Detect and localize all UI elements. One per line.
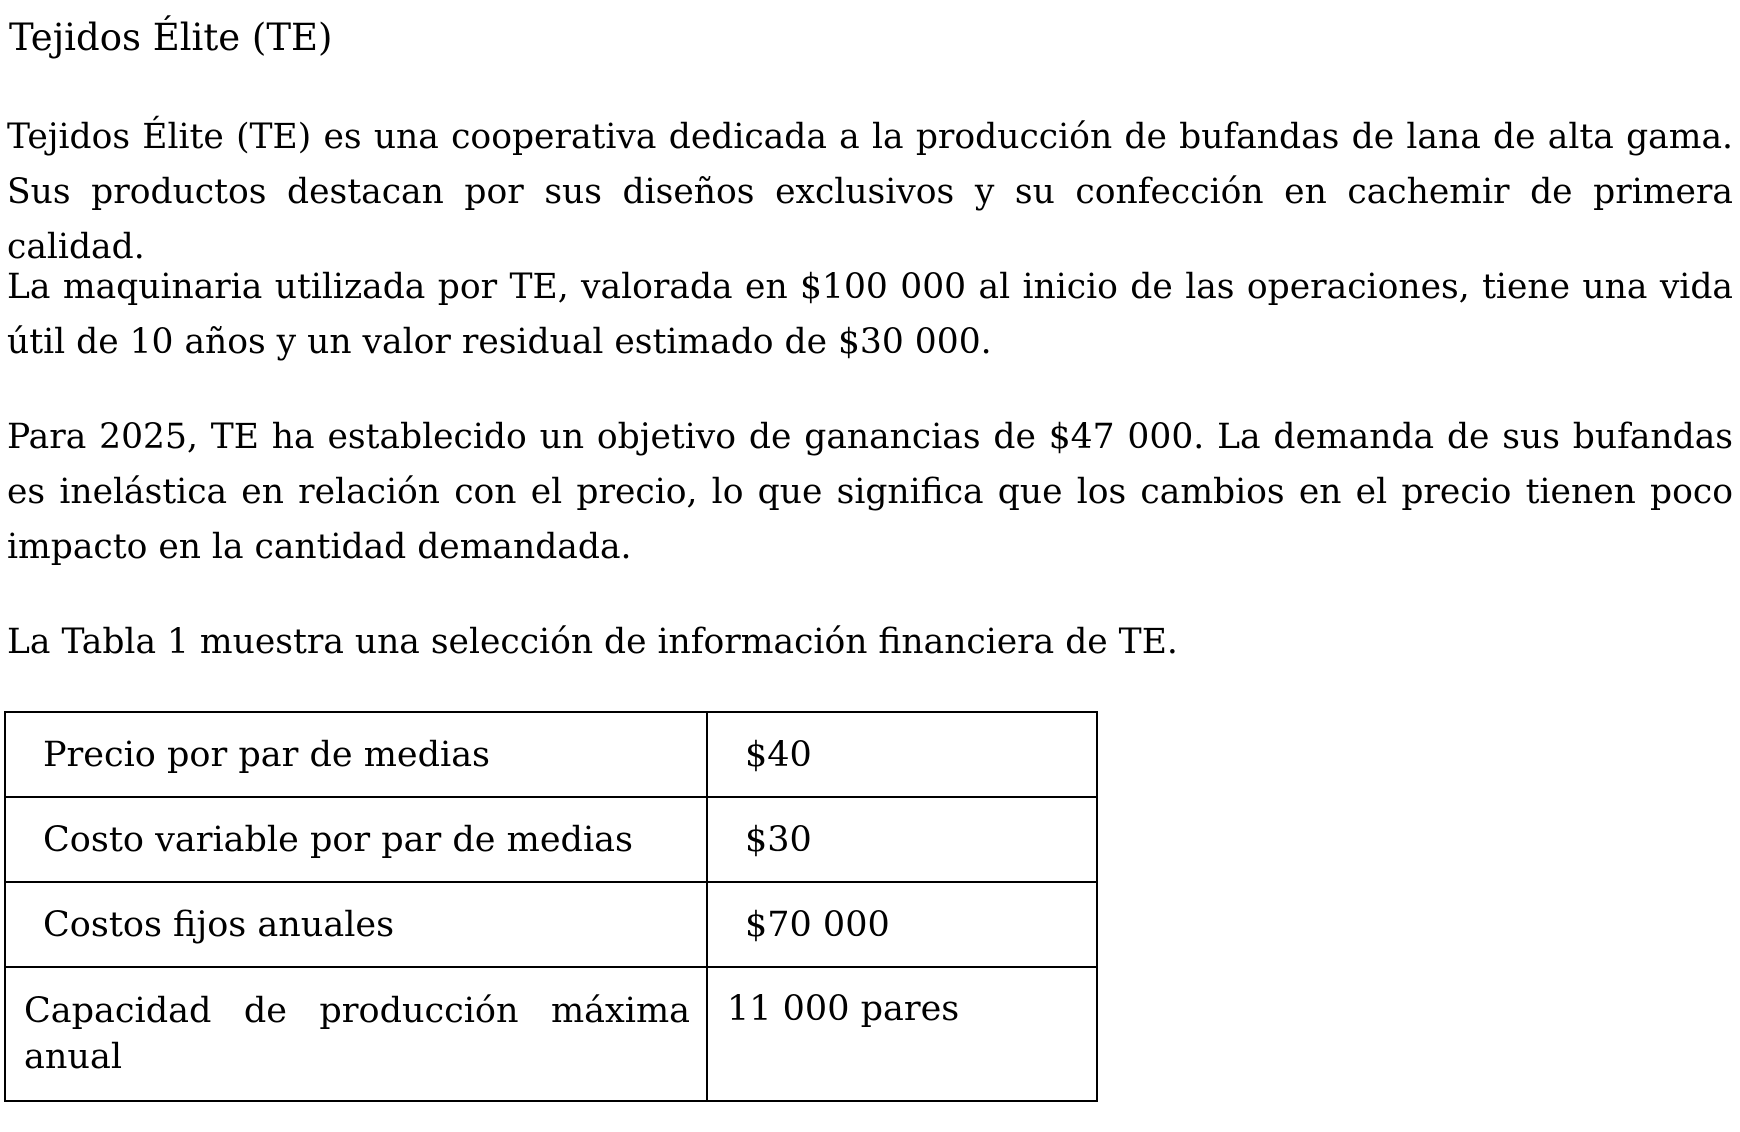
financial-info-table [4, 711, 1098, 1102]
table-intro-paragraph: La Tabla 1 muestra una selección de información financiera de TE. [7, 622, 1178, 662]
document-title: Tejidos Élite (TE) [9, 16, 333, 59]
table-row [5, 797, 1097, 882]
row-label: Capacidad de producción máxima anual [5, 967, 707, 1101]
intro-paragraph: Tejidos Élite (TE) es una cooperativa dedicada a la producción de bufandas de lana de alta gama. Sus productos destacan por sus diseños exclusivos y su confección en cachemir de primera calidad. [7, 117, 1733, 267]
table-row [5, 712, 1097, 797]
profit-target-paragraph: Para 2025, TE ha establecido un objetivo de ganancias de $47 000. La demanda de sus bufandas es inelástica en relación con el precio, lo que significa que los cambios en el precio tienen poco impacto en la cantidad demandada. [7, 417, 1733, 567]
row-label: Precio por par de medias [5, 712, 707, 797]
row-value: $70 000 [707, 882, 1097, 967]
table-row [5, 967, 1097, 1101]
row-value: 11 000 pares [707, 967, 1097, 1101]
machinery-paragraph: La maquinaria utilizada por TE, valorada en $100 000 al inicio de las operaciones, tiene una vida útil de 10 años y un valor residual estimado de $30 000. [7, 267, 1733, 362]
table-row [5, 882, 1097, 967]
row-label: Costo variable por par de medias [5, 797, 707, 882]
row-label: Costos fijos anuales [5, 882, 707, 967]
row-value: $40 [707, 712, 1097, 797]
row-value: $30 [707, 797, 1097, 882]
